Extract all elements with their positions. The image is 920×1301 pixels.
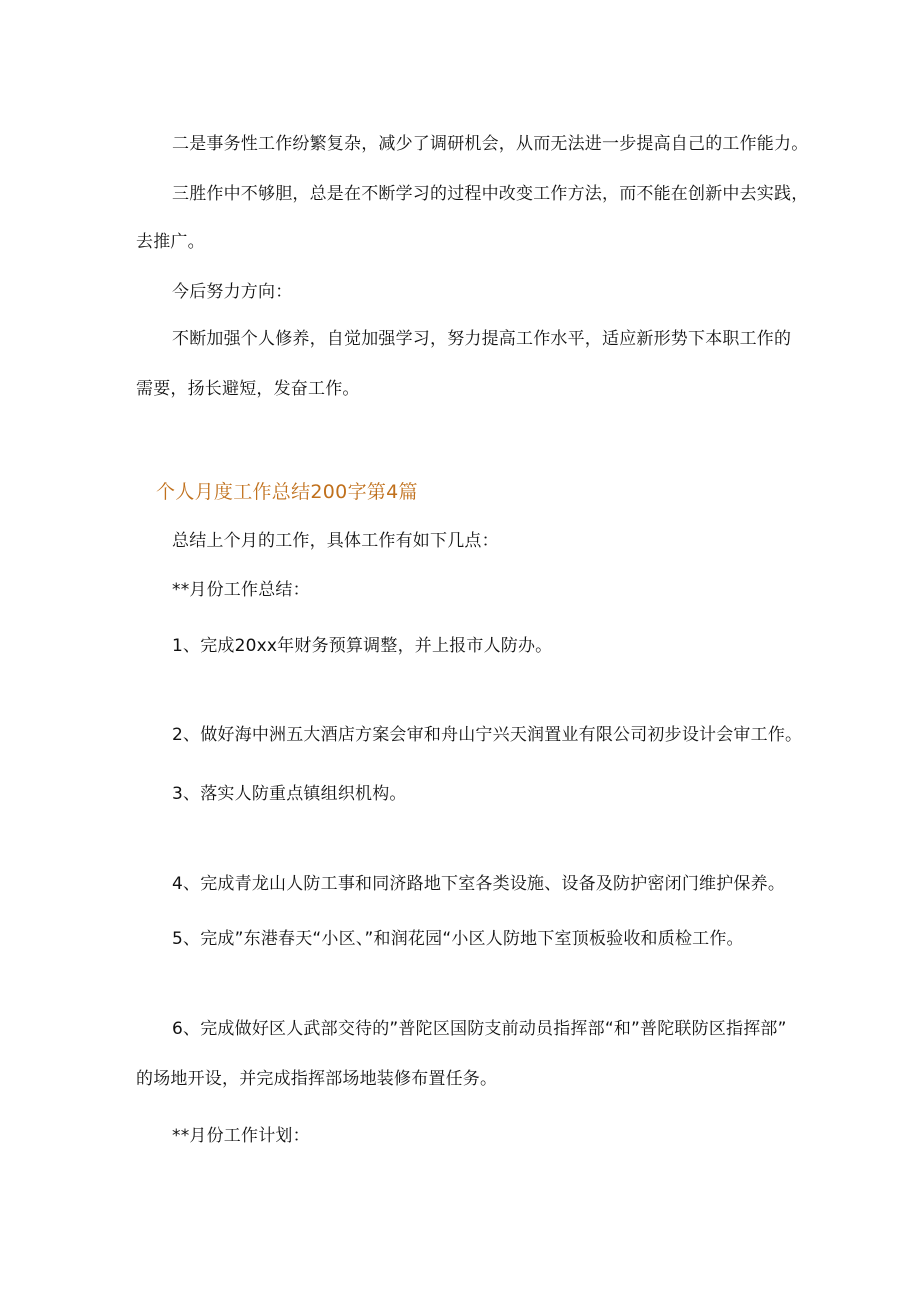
list-item-6-line2: 的场地开设，并完成指挥部场地装修布置任务。 — [136, 1069, 498, 1089]
paragraph-shortcoming-2: 二是事务性工作纷繁复杂，减少了调研机会，从而无法进一步提高自己的工作能力。 — [172, 134, 809, 154]
list-item-5: 5、完成”东港春天“小区、”和润花园“小区人防地下室顶板验收和质检工作。 — [172, 929, 744, 949]
paragraph-intro: 总结上个月的工作，具体工作有如下几点： — [172, 531, 499, 551]
list-item-6-line1: 6、完成做好区人武部交待的”普陀区国防支前动员指挥部“和”普陀联防区指挥部” — [172, 1019, 787, 1039]
list-item-2: 2、做好海中洲五大酒店方案会审和舟山宁兴天润置业有限公司初步设计会审工作。 — [172, 725, 803, 745]
list-item-4: 4、完成青龙山人防工事和同济路地下室各类设施、设备及防护密闭门维护保养。 — [172, 874, 786, 894]
paragraph-shortcoming-3-line2: 去推广。 — [136, 232, 205, 252]
list-item-3: 3、落实人防重点镇组织机构。 — [172, 784, 407, 804]
list-item-1: 1、完成20xx年财务预算调整，并上报市人防办。 — [172, 636, 553, 656]
paragraph-future-direction-line1: 不断加强个人修养，自觉加强学习，努力提高工作水平，适应新形势下本职工作的 — [172, 329, 792, 349]
paragraph-future-direction-line2: 需要，扬长避短，发奋工作。 — [136, 379, 360, 399]
paragraph-future-direction-label: 今后努力方向： — [172, 282, 293, 302]
plan-label: **月份工作计划： — [172, 1126, 310, 1146]
summary-label: **月份工作总结： — [172, 580, 310, 600]
section-heading: 个人月度工作总结200字第4篇 — [156, 481, 418, 503]
paragraph-shortcoming-3-line1: 三胜作中不够胆，总是在不断学习的过程中改变工作方法，而不能在创新中去实践， — [172, 184, 809, 204]
